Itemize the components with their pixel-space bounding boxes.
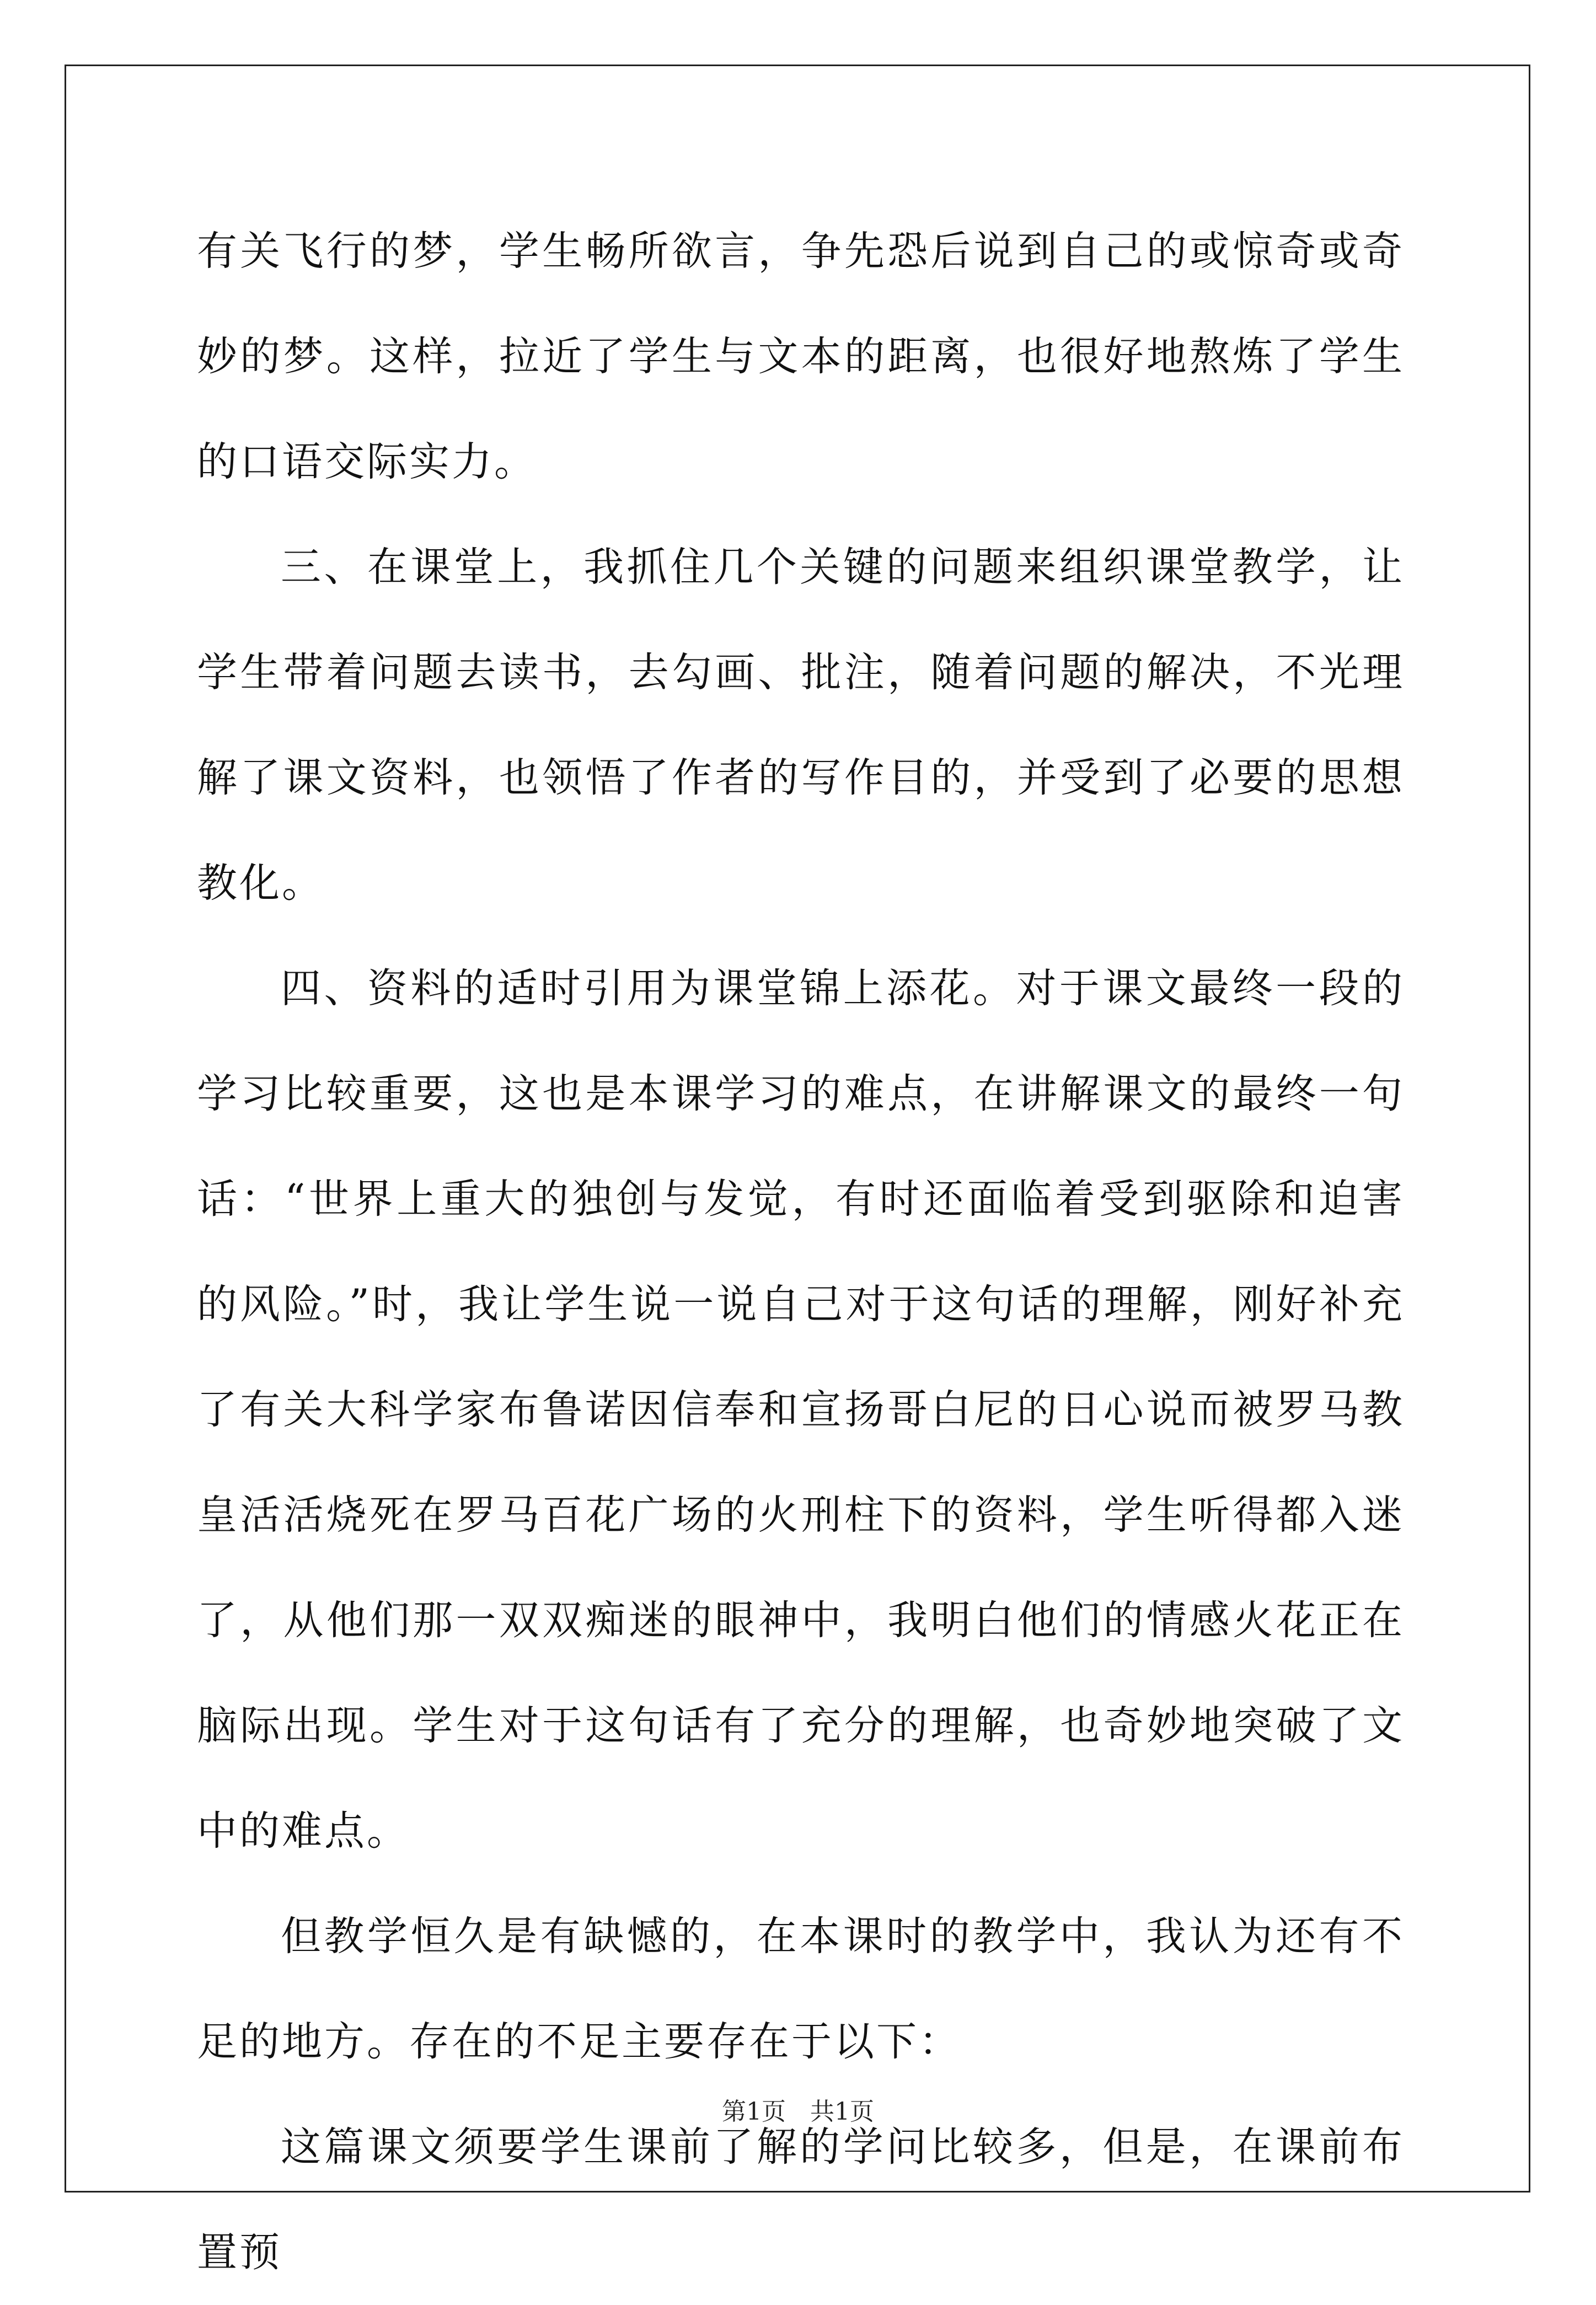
paragraph-1: 有关飞行的梦，学生畅所欲言，争先恐后说到自己的或惊奇或奇妙的梦。这样，拉近了学生与文本的距离，也很好地熬炼了学生的口语交际实力。 (197, 228, 1405, 485)
paragraph-4: 但教学恒久是有缺憾的，在本课时的教学中，我认为还有不足的地方。存在的不足主要存在于以下： (197, 1913, 1405, 2065)
paragraph-3: 四、资料的适时引用为课堂锦上添花。对于课文最终一段的学习比较重要，这也是本课学习的难点，在讲解课文的最终一句话：“世界上重大的独创与发觉，有时还面临着受到驱除和迫害的风险。”时，我让学生说一说自己对于这句话的理解，刚好补充了有关大科学家布鲁诺因信奉和宣扬哥白尼的日心说而被罗马教皇活活烧死在罗马百花广场的火刑柱下的资料，学生听得都入迷了，从他们那一双双痴迷的眼神中，我明白他们的情感火花正在脑际出现。学生对于这句话有了充分的理解，也奇妙地突破了文中的难点。 (197, 965, 1405, 1854)
paragraph-5: 这篇课文须要学生课前了解的学问比较多，但是，在课前布置预 (197, 2124, 1405, 2276)
page-number-footer: 第1页 共1页 (722, 2098, 874, 2126)
paragraph-2: 三、在课堂上，我抓住几个关键的问题来组织课堂教学，让学生带着问题去读书，去勾画、批注，随着问题的解决，不光理解了课文资料，也领悟了作者的写作目的，并受到了必要的思想教化。 (197, 544, 1405, 907)
document-body (197, 199, 1405, 2305)
